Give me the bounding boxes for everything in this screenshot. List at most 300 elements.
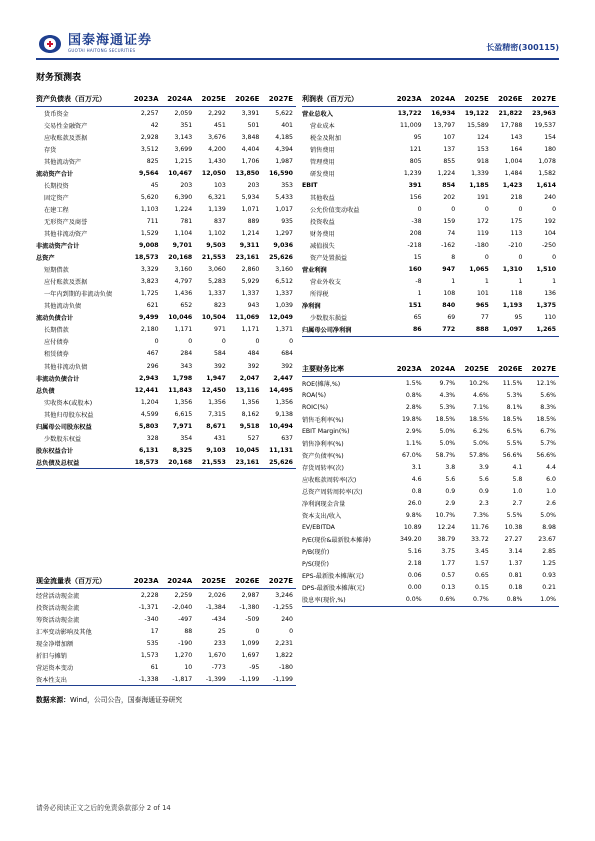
row-label: 资产处置损益	[310, 255, 348, 263]
row-value: 1,103	[140, 205, 159, 213]
row-label: 净利润现金含量	[302, 500, 346, 508]
row-value: 1,697	[241, 651, 260, 659]
row-value: -218	[407, 242, 422, 250]
row-value: 3,699	[174, 145, 193, 153]
row-value: 0.15	[475, 584, 489, 592]
row-value: 5.5%	[506, 439, 523, 447]
row-label: EPS-最新股本摊薄(元)	[302, 573, 364, 581]
row-value: -1,199	[229, 673, 263, 686]
row-value: 61	[150, 663, 159, 671]
row-value: 0	[188, 338, 193, 346]
table-row	[36, 143, 296, 155]
table-row	[36, 264, 296, 276]
row-value: 160	[408, 266, 422, 274]
table-row	[36, 203, 296, 215]
row-value: 143	[510, 133, 523, 141]
row-value: 203	[247, 181, 260, 189]
row-value: 56.6%	[502, 451, 523, 459]
row-value: 19,537	[534, 121, 556, 129]
row-value: 18.5%	[469, 415, 489, 423]
table-row	[302, 119, 559, 131]
row-value: 20,168	[168, 254, 193, 262]
row-value: 20,168	[162, 456, 196, 469]
row-label: 流动负债合计	[36, 315, 74, 323]
row-value: 23,161	[229, 456, 263, 469]
table-row	[36, 673, 296, 686]
row-value: 4,185	[275, 133, 293, 141]
row-value: 9,564	[139, 169, 159, 177]
row-value: 19.8%	[401, 415, 422, 423]
row-value: 110	[544, 314, 556, 322]
row-value: 296	[146, 362, 159, 370]
table-row	[36, 360, 296, 372]
row-label: EBIT Margin(%)	[302, 427, 350, 435]
row-value: 1,297	[275, 229, 293, 237]
row-value: 1.0	[546, 487, 556, 495]
row-value: 0.8%	[405, 391, 422, 399]
row-value: 3.8	[445, 463, 456, 471]
table-row	[302, 437, 559, 449]
income-statement-table	[302, 92, 559, 337]
row-value: 5.16	[407, 548, 422, 556]
row-value: 4,394	[275, 145, 293, 153]
table-row	[302, 389, 559, 401]
row-value: 1,310	[502, 266, 523, 274]
row-value: 2.7	[512, 499, 523, 507]
row-label: P/E(现价&最新股本摊薄)	[302, 537, 371, 545]
row-value: 1	[451, 278, 456, 286]
row-value: 0.81	[508, 572, 523, 580]
row-value: 1,097	[492, 324, 526, 337]
row-value: 0.65	[475, 572, 489, 580]
table-row	[36, 336, 296, 348]
table-row	[302, 288, 559, 300]
row-value: 0.0%	[391, 594, 425, 607]
table-row	[36, 215, 296, 227]
row-value: 1,224	[437, 169, 456, 177]
row-value: 2,860	[241, 266, 260, 274]
row-value: 21,553	[195, 456, 229, 469]
row-value: 0.21	[542, 584, 556, 592]
row-value: 69	[447, 314, 456, 322]
row-label: 财务费用	[310, 230, 335, 238]
row-value: 1,224	[174, 205, 193, 213]
row-value: 1,171	[174, 326, 193, 334]
row-value: 1,573	[140, 651, 159, 659]
row-value: 8	[451, 254, 456, 262]
row-value: -8	[415, 278, 422, 286]
table-row	[302, 497, 559, 509]
row-value: 9,311	[239, 242, 260, 250]
table-row	[302, 312, 559, 324]
row-value: 1,337	[275, 290, 293, 298]
row-value: 0.8%	[492, 594, 526, 607]
row-value: 3.1	[411, 463, 422, 471]
year-header: 2026E	[229, 92, 263, 107]
row-value: 192	[544, 217, 556, 225]
row-value: 65	[413, 314, 422, 322]
row-value: -773	[211, 663, 226, 671]
row-value: 121	[409, 145, 422, 153]
table-row	[36, 179, 296, 191]
row-value: 1,214	[241, 229, 260, 237]
row-value: 772	[425, 324, 459, 337]
year-header: 2027E	[262, 92, 296, 107]
table-row	[302, 425, 559, 437]
row-value: 392	[213, 362, 226, 370]
row-value: 9,008	[139, 242, 159, 250]
row-value: -340	[144, 615, 159, 623]
row-value: 2,447	[273, 374, 293, 382]
row-value: 0	[255, 627, 260, 635]
row-value: -180	[474, 242, 489, 250]
row-value: 156	[409, 193, 422, 201]
row-value: 484	[247, 350, 260, 358]
table-row	[302, 276, 559, 288]
table-row	[302, 558, 559, 570]
row-value: 77	[480, 314, 489, 322]
row-value: 3,160	[275, 266, 293, 274]
row-value: 0	[552, 254, 556, 262]
year-header: 2025E	[195, 92, 229, 107]
year-header: 2027E	[262, 574, 296, 589]
row-label: 股息率(现价,%)	[302, 594, 391, 607]
row-value: 95	[514, 314, 523, 322]
row-label: 研发费用	[310, 170, 335, 178]
row-value: 12,441	[134, 386, 159, 394]
row-value: 1,215	[174, 157, 193, 165]
row-value: 1,375	[536, 302, 556, 310]
row-value: 103	[213, 181, 226, 189]
row-value: 17	[150, 627, 159, 635]
table-row	[36, 456, 296, 469]
page-footer: 请务必阅读正文之后的免责条款部分 2 of 14	[36, 804, 171, 812]
row-value: -1,255	[273, 603, 293, 611]
table-row	[302, 510, 559, 522]
row-label: ROIC(%)	[302, 403, 329, 411]
row-value: 6,390	[174, 193, 193, 201]
row-value: 12,050	[201, 169, 226, 177]
row-value: 25,626	[269, 254, 293, 262]
row-label: 在建工程	[44, 206, 69, 214]
row-value: 0.18	[508, 584, 523, 592]
row-value: 343	[180, 362, 193, 370]
cash-flow-table	[36, 574, 296, 686]
row-label: 存货	[44, 146, 57, 154]
row-value: 9.8%	[405, 512, 422, 520]
row-value: 1.25	[542, 560, 556, 568]
row-value: -95	[249, 663, 260, 671]
row-value: -210	[508, 242, 523, 250]
row-value: -434	[211, 615, 226, 623]
row-label: 销售毛利率(%)	[302, 416, 344, 424]
row-value: 172	[476, 217, 489, 225]
table-row	[36, 372, 296, 384]
row-value: -1,817	[162, 673, 196, 686]
row-value: 1,171	[241, 326, 260, 334]
financial-ratios-table	[302, 362, 559, 607]
row-value: 2,943	[139, 374, 159, 382]
row-value: 1,371	[275, 326, 293, 334]
row-value: 1.0	[512, 487, 523, 495]
table-row	[36, 348, 296, 360]
row-value: 353	[281, 181, 293, 189]
row-value: 12,049	[269, 314, 293, 322]
row-value: 202	[443, 193, 456, 201]
row-value: 88	[184, 627, 193, 635]
table-row	[36, 444, 296, 456]
row-value: 12,450	[201, 386, 226, 394]
company-logo	[36, 34, 152, 54]
row-label: 销售净利率(%)	[302, 440, 344, 448]
row-value: 5.0%	[473, 439, 489, 447]
table-row	[302, 546, 559, 558]
row-value: 203	[180, 181, 193, 189]
row-label: 公允价值变动收益	[310, 206, 360, 214]
row-value: 11,843	[168, 386, 193, 394]
table-row	[302, 203, 559, 215]
row-value: 9,499	[139, 314, 159, 322]
row-value: 1,139	[208, 205, 226, 213]
row-value: 1,017	[275, 205, 293, 213]
row-value: 1,356	[208, 398, 226, 406]
row-value: 7,315	[208, 410, 226, 418]
row-value: 840	[442, 302, 456, 310]
row-value: 935	[281, 217, 293, 225]
row-value: 5.0%	[439, 439, 456, 447]
row-value: -497	[178, 615, 193, 623]
table-row	[302, 377, 559, 390]
row-value: 431	[213, 434, 226, 442]
row-value: 1,239	[403, 169, 422, 177]
row-value: 1,337	[241, 290, 260, 298]
row-value: 13,116	[235, 386, 260, 394]
table-row	[302, 401, 559, 413]
row-label: 所得税	[310, 291, 329, 299]
table-header-row	[36, 92, 296, 107]
row-value: 2,228	[140, 591, 159, 599]
row-label: 营业利润	[302, 267, 327, 275]
row-value: 501	[247, 121, 260, 129]
row-value: 1,265	[525, 324, 559, 337]
row-value: 837	[213, 217, 226, 225]
row-value: 5.0%	[540, 512, 556, 520]
row-label: 交易性金融资产	[44, 122, 88, 130]
row-value: 4.6%	[473, 391, 489, 399]
row-value: 1,339	[471, 169, 489, 177]
table-row	[36, 240, 296, 252]
row-value: 947	[442, 266, 456, 274]
row-value: 9,701	[172, 242, 193, 250]
row-value: 15,589	[467, 121, 489, 129]
row-label: 存货周转率(次)	[302, 464, 344, 472]
row-value: 8.98	[542, 524, 556, 532]
row-value: 5.7%	[540, 439, 556, 447]
row-value: 6,512	[275, 278, 293, 286]
row-value: 1,193	[502, 302, 523, 310]
row-value: 26.0	[407, 499, 422, 507]
row-value: 0.9	[478, 487, 489, 495]
row-value: 351	[180, 121, 193, 129]
row-value: 1,706	[241, 157, 260, 165]
table-header-row	[36, 574, 296, 589]
row-value: 1,529	[140, 229, 159, 237]
row-label: 筹资活动现金流	[36, 616, 80, 624]
table-row	[36, 131, 296, 143]
row-value: 108	[443, 290, 456, 298]
row-value: 25	[217, 627, 226, 635]
row-label: 应收账款周转率(次)	[302, 476, 357, 484]
row-value: 0.13	[441, 584, 456, 592]
row-label: 长期投资	[44, 182, 69, 190]
row-value: 45	[150, 181, 159, 189]
row-value: 284	[180, 350, 193, 358]
balance-sheet-table	[36, 92, 296, 469]
row-value: 805	[409, 157, 422, 165]
row-value: 3,246	[275, 591, 293, 599]
row-value: 684	[281, 350, 293, 358]
row-value: 107	[443, 133, 456, 141]
year-header: 2024A	[425, 92, 459, 107]
row-value: 4.6	[411, 475, 422, 483]
row-value: 5.3%	[439, 403, 456, 411]
row-value: 2,292	[208, 109, 226, 117]
row-value: 637	[281, 434, 293, 442]
header-divider	[36, 58, 559, 60]
row-value: 0	[289, 627, 293, 635]
row-value: 137	[443, 145, 456, 153]
year-header: 2024A	[425, 362, 459, 377]
page-header	[36, 32, 559, 58]
row-value: 86	[391, 324, 425, 337]
row-value: 1,670	[208, 651, 226, 659]
row-value: 4,404	[241, 145, 260, 153]
year-header: 2026E	[492, 362, 526, 377]
row-label: EV/EBITDA	[302, 524, 335, 532]
row-label: 租赁债券	[44, 351, 69, 359]
row-value: -190	[178, 639, 193, 647]
row-label: 总资产周转周转率(次)	[302, 488, 363, 496]
row-value: 391	[408, 181, 422, 189]
row-value: -250	[541, 242, 556, 250]
row-value: 5,620	[140, 193, 159, 201]
row-value: 10.89	[403, 524, 422, 532]
table-row	[302, 179, 559, 191]
row-value: 0	[221, 338, 226, 346]
row-label: 一年内到期的非流动负债	[44, 291, 113, 299]
row-label: 经营活动现金流	[36, 592, 80, 600]
row-value: 854	[442, 181, 456, 189]
row-value: 5,803	[139, 422, 159, 430]
row-value: 74	[447, 229, 456, 237]
table-title: 现金流量表（百万元）	[36, 574, 128, 589]
row-value: -509	[245, 615, 260, 623]
row-value: 401	[281, 121, 293, 129]
table-row	[36, 408, 296, 420]
row-value: 1,582	[538, 169, 556, 177]
table-row	[36, 637, 296, 649]
row-value: 57.8%	[469, 451, 489, 459]
row-label: EBIT	[302, 181, 318, 189]
table-row	[36, 613, 296, 625]
row-value: 118	[510, 290, 523, 298]
row-value: 1,725	[140, 290, 159, 298]
row-value: 21,553	[201, 254, 226, 262]
year-header: 2025E	[458, 362, 492, 377]
row-value: 13,850	[235, 169, 260, 177]
row-value: -162	[441, 242, 456, 250]
data-source-text: Wind，公司公告，国泰海通证券研究	[69, 696, 183, 704]
row-label: 净利润	[302, 303, 321, 311]
row-value: 4,797	[174, 278, 193, 286]
row-label: 短期借款	[44, 267, 69, 275]
table-row	[302, 167, 559, 179]
row-value: 889	[247, 217, 260, 225]
row-value: -1,199	[262, 673, 296, 686]
row-label: 归属母公司净利润	[302, 324, 391, 337]
row-value: 5,929	[241, 278, 260, 286]
row-value: 10.2%	[469, 379, 489, 387]
row-value: 5.6	[445, 475, 456, 483]
row-value: 23,963	[532, 109, 556, 117]
row-value: 23.67	[538, 536, 556, 544]
row-value: 5,283	[208, 278, 226, 286]
table-row	[36, 300, 296, 312]
table-row	[302, 215, 559, 227]
row-value: 113	[510, 229, 523, 237]
row-value: -1,384	[205, 603, 226, 611]
row-value: 621	[146, 302, 159, 310]
table-row	[36, 252, 296, 264]
table-row	[302, 413, 559, 425]
row-label: 销售费用	[310, 146, 335, 154]
row-label: 投资活动现金流	[36, 604, 80, 612]
table-row	[36, 324, 296, 336]
row-value: 8,325	[172, 446, 193, 454]
row-value: 1,065	[469, 266, 489, 274]
row-value: 12.24	[437, 524, 456, 532]
row-value: 5,934	[241, 193, 260, 201]
row-value: 9,518	[239, 422, 260, 430]
row-value: 16,590	[269, 169, 293, 177]
section-title: 财务预测表	[36, 73, 82, 83]
row-value: 0.8	[411, 487, 422, 495]
row-label: 总资产	[36, 255, 55, 263]
row-label: 股东权益合计	[36, 447, 74, 455]
table-row	[302, 155, 559, 167]
row-value: 1	[518, 278, 523, 286]
row-value: 1	[417, 290, 422, 298]
row-value: 17,788	[500, 121, 523, 129]
row-label: 流动资产合计	[36, 170, 74, 178]
table-row	[36, 276, 296, 288]
row-value: 18.5%	[536, 415, 556, 423]
row-label: 汇率变动影响及其他	[36, 628, 92, 636]
table-row	[36, 312, 296, 324]
row-value: 21,822	[498, 109, 523, 117]
row-value: 1,436	[174, 290, 193, 298]
row-label: P/S(现价)	[302, 561, 329, 569]
row-value: 971	[213, 326, 226, 334]
row-value: 0	[484, 254, 489, 262]
row-value: 0.6%	[425, 594, 459, 607]
row-value: 2,257	[140, 109, 159, 117]
row-label: 其他收益	[310, 194, 335, 202]
row-label: 资产负债率(%)	[302, 452, 344, 460]
row-value: -1,399	[195, 673, 229, 686]
row-value: 8,671	[206, 422, 226, 430]
row-value: 1.57	[475, 560, 489, 568]
